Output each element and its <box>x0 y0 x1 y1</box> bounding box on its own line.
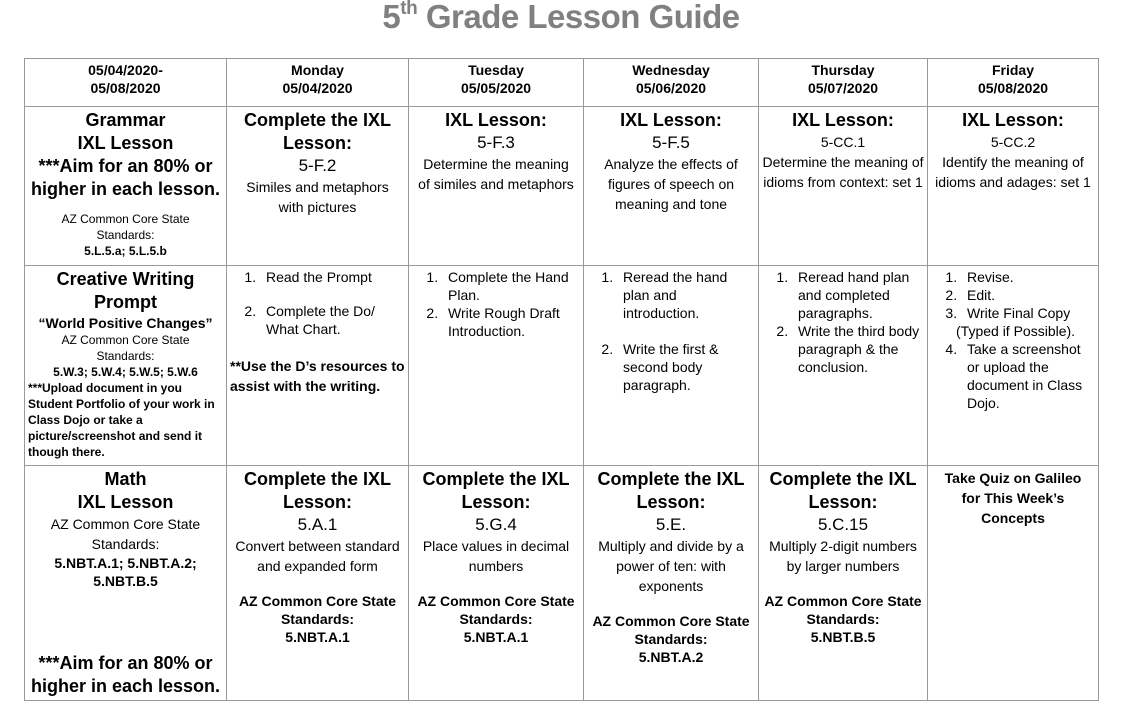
standards-label: AZ Common Core State <box>61 333 190 347</box>
writing-subject-cell <box>25 266 227 466</box>
step-item: 1. Revise. <box>961 268 1095 286</box>
day-header-friday <box>928 59 1099 107</box>
standards-label: Standards: <box>96 349 155 363</box>
step-item: 1. Reread hand plan and completed paragraphs. <box>792 268 924 322</box>
standards-codes: 5.NBT.A.1 <box>463 629 529 645</box>
resources-note: **Use the D’s resources to assist with the writing. <box>230 358 405 394</box>
lesson-title: Complete the IXL <box>769 469 917 489</box>
step-item: 1. Read the Prompt <box>260 268 405 286</box>
day-date: 05/07/2020 <box>807 80 879 96</box>
lesson-title: Lesson: <box>282 133 352 153</box>
title-text: Grade Lesson Guide <box>417 0 740 35</box>
lesson-title: IXL Lesson: <box>445 110 547 130</box>
subject-sublabel: IXL Lesson <box>77 133 174 153</box>
week-start: 05/04/2020- <box>88 62 163 78</box>
lesson-title: Complete the IXL <box>243 469 391 489</box>
math-wednesday-cell <box>584 466 759 701</box>
subject-sublabel: Prompt <box>94 292 157 312</box>
writing-monday-cell <box>227 266 409 466</box>
writing-row <box>25 266 1099 466</box>
lesson-code: 5.A.1 <box>297 515 338 534</box>
standards-label: AZ Common Core State <box>417 593 575 609</box>
lesson-title: IXL Lesson: <box>962 110 1064 130</box>
subject-label: Grammar <box>85 110 166 130</box>
step-list <box>762 268 924 376</box>
lesson-description: idioms from context: set 1 <box>763 174 923 190</box>
lesson-description: figures of speech on <box>607 176 735 192</box>
lesson-title: Lesson: <box>282 492 352 512</box>
standards-label: AZ Common Core State <box>764 593 922 609</box>
lesson-code: 5-CC.1 <box>820 134 866 150</box>
lesson-description: Convert between standard <box>235 538 400 554</box>
math-friday-cell <box>928 466 1099 701</box>
grammar-wednesday-cell <box>584 107 759 266</box>
lesson-description: and expanded form <box>257 558 378 574</box>
lesson-code: 5-F.3 <box>477 133 515 152</box>
writing-tuesday-cell <box>409 266 584 466</box>
lesson-title: IXL Lesson: <box>792 110 894 130</box>
aim-text: higher in each lesson. <box>30 676 221 696</box>
day-name: Tuesday <box>468 62 524 78</box>
lesson-description: Multiply 2-digit numbers <box>769 538 917 554</box>
grammar-tuesday-cell <box>409 107 584 266</box>
standards-codes: 5.NBT.B.5 <box>810 629 876 645</box>
day-name: Thursday <box>811 62 875 78</box>
standards-codes: 5.NBT.A.1 <box>285 629 350 645</box>
day-header-tuesday <box>409 59 584 107</box>
standards-label: AZ Common Core State <box>61 212 190 226</box>
grammar-thursday-cell <box>759 107 928 266</box>
math-monday-cell <box>227 466 409 701</box>
lesson-description: with pictures <box>278 199 357 215</box>
step-item: 2. Write Rough Draft Introduction. <box>442 304 580 340</box>
standards-label: Standards: <box>459 611 533 627</box>
upload-note: ***Upload document in you Student Portfolio of your work in Class Dojo or take a picture/screenshot and send it though there. <box>28 381 215 459</box>
subject-label: Math <box>104 469 147 489</box>
prompt-title: “World Positive Changes” <box>38 315 213 331</box>
standards-label: AZ Common Core State <box>238 593 397 609</box>
lesson-description: Place values in decimal <box>422 538 570 554</box>
subject-label: Creative Writing <box>56 269 195 289</box>
step-list <box>931 268 1095 322</box>
title-number: 5 <box>382 0 401 35</box>
day-header-thursday <box>759 59 928 107</box>
step-item: 2. Complete the Do/ What Chart. <box>260 302 405 338</box>
page-title <box>0 0 1122 36</box>
math-row <box>25 466 1099 701</box>
standards-label: Standards: <box>634 631 708 647</box>
lesson-title: Lesson: <box>636 492 706 512</box>
lesson-description: Multiply and divide by a <box>598 538 744 554</box>
lesson-description: idioms and adages: set 1 <box>935 174 1091 190</box>
lesson-description: Similes and metaphors <box>246 179 389 195</box>
title-superscript: th <box>400 0 418 19</box>
aim-text: higher in each lesson. <box>30 179 221 199</box>
day-date: 05/06/2020 <box>635 80 707 96</box>
day-header-wednesday <box>584 59 759 107</box>
standards-codes: 5.NBT.A.2 <box>638 649 704 665</box>
standards-label: Standards: <box>280 611 355 627</box>
math-subject-cell <box>25 466 227 701</box>
math-thursday-cell <box>759 466 928 701</box>
grammar-friday-cell <box>928 107 1099 266</box>
lesson-description: exponents <box>638 578 704 594</box>
day-name: Monday <box>291 62 344 78</box>
standards-codes: 5.NBT.A.1; 5.NBT.A.2; <box>54 555 197 571</box>
lesson-title: Complete the IXL <box>422 469 570 489</box>
step-item: 1. Reread the hand plan and introduction. <box>617 268 755 322</box>
grammar-subject-cell <box>25 107 227 266</box>
step-list <box>412 268 580 340</box>
lesson-description: meaning and tone <box>614 196 728 212</box>
writing-wednesday-cell <box>584 266 759 466</box>
lesson-title: IXL Lesson: <box>620 110 722 130</box>
lesson-title: Complete the IXL <box>243 110 391 130</box>
quiz-text: for This Week’s <box>961 490 1065 506</box>
standards-label: Standards: <box>96 228 155 242</box>
quiz-text: Take Quiz on Galileo <box>944 470 1082 486</box>
subject-sublabel: IXL Lesson <box>77 492 174 512</box>
standards-label: Standards: <box>806 611 880 627</box>
step-item: 4. Take a screenshot or upload the document in Class Dojo. <box>961 340 1095 412</box>
step-list <box>230 268 405 338</box>
lesson-title: Lesson: <box>808 492 878 512</box>
standards-codes: 5.W.3; 5.W.4; 5.W.5; 5.W.6 <box>53 365 198 379</box>
day-date: 05/04/2020 <box>282 80 353 96</box>
lesson-code: 5-F.2 <box>298 156 337 175</box>
writing-friday-cell <box>928 266 1099 466</box>
standards-codes: 5.NBT.B.5 <box>93 573 158 589</box>
lesson-description: power of ten: with <box>616 558 726 574</box>
quiz-text: Concepts <box>981 510 1045 526</box>
header-row <box>25 59 1099 107</box>
lesson-title: Lesson: <box>461 492 531 512</box>
step-list <box>931 340 1095 412</box>
lesson-description: of similes and metaphors <box>418 176 574 192</box>
day-name: Wednesday <box>632 62 710 78</box>
day-header-monday <box>227 59 409 107</box>
standards-label: Standards: <box>91 536 160 552</box>
standards-label: AZ Common Core State <box>592 613 750 629</box>
step-item: 3. Write Final Copy <box>961 304 1095 322</box>
step-item: 1. Complete the Hand Plan. <box>442 268 580 304</box>
lesson-description: Determine the meaning <box>423 156 569 172</box>
writing-thursday-cell <box>759 266 928 466</box>
grammar-monday-cell <box>227 107 409 266</box>
step-item: 2. Write the first & second body paragraph. <box>617 340 755 394</box>
step-item: 2. Edit. <box>961 286 1095 304</box>
week-end: 05/08/2020 <box>90 80 161 96</box>
lesson-description: Identify the meaning of <box>942 154 1084 170</box>
lesson-code: 5-F.5 <box>652 133 690 152</box>
lesson-code: 5-CC.2 <box>990 134 1036 150</box>
step-item: 2. Write the third body paragraph & the conclusion. <box>792 322 924 376</box>
lesson-title: Complete the IXL <box>597 469 745 489</box>
standards-codes: 5.L.5.a; 5.L.5.b <box>84 244 167 258</box>
aim-text: ***Aim for an 80% or <box>38 156 213 176</box>
standards-label: AZ Common Core State <box>50 516 201 532</box>
step-list <box>587 268 755 394</box>
step-continuation: (Typed if Possible). <box>956 323 1076 339</box>
lesson-table <box>24 58 1099 701</box>
week-range-cell <box>25 59 227 107</box>
lesson-code: 5.C.15 <box>817 515 869 534</box>
lesson-description: by larger numbers <box>786 558 900 574</box>
day-date: 05/08/2020 <box>977 80 1049 96</box>
day-date: 05/05/2020 <box>460 80 532 96</box>
grammar-row <box>25 107 1099 266</box>
day-name: Friday <box>991 62 1034 78</box>
math-tuesday-cell <box>409 466 584 701</box>
lesson-description: numbers <box>468 558 524 574</box>
lesson-code: 5.E. <box>655 515 687 534</box>
aim-text: ***Aim for an 80% or <box>38 653 213 673</box>
lesson-code: 5.G.4 <box>475 515 517 534</box>
lesson-description: Analyze the effects of <box>604 156 738 172</box>
lesson-description: Determine the meaning of <box>762 154 924 170</box>
